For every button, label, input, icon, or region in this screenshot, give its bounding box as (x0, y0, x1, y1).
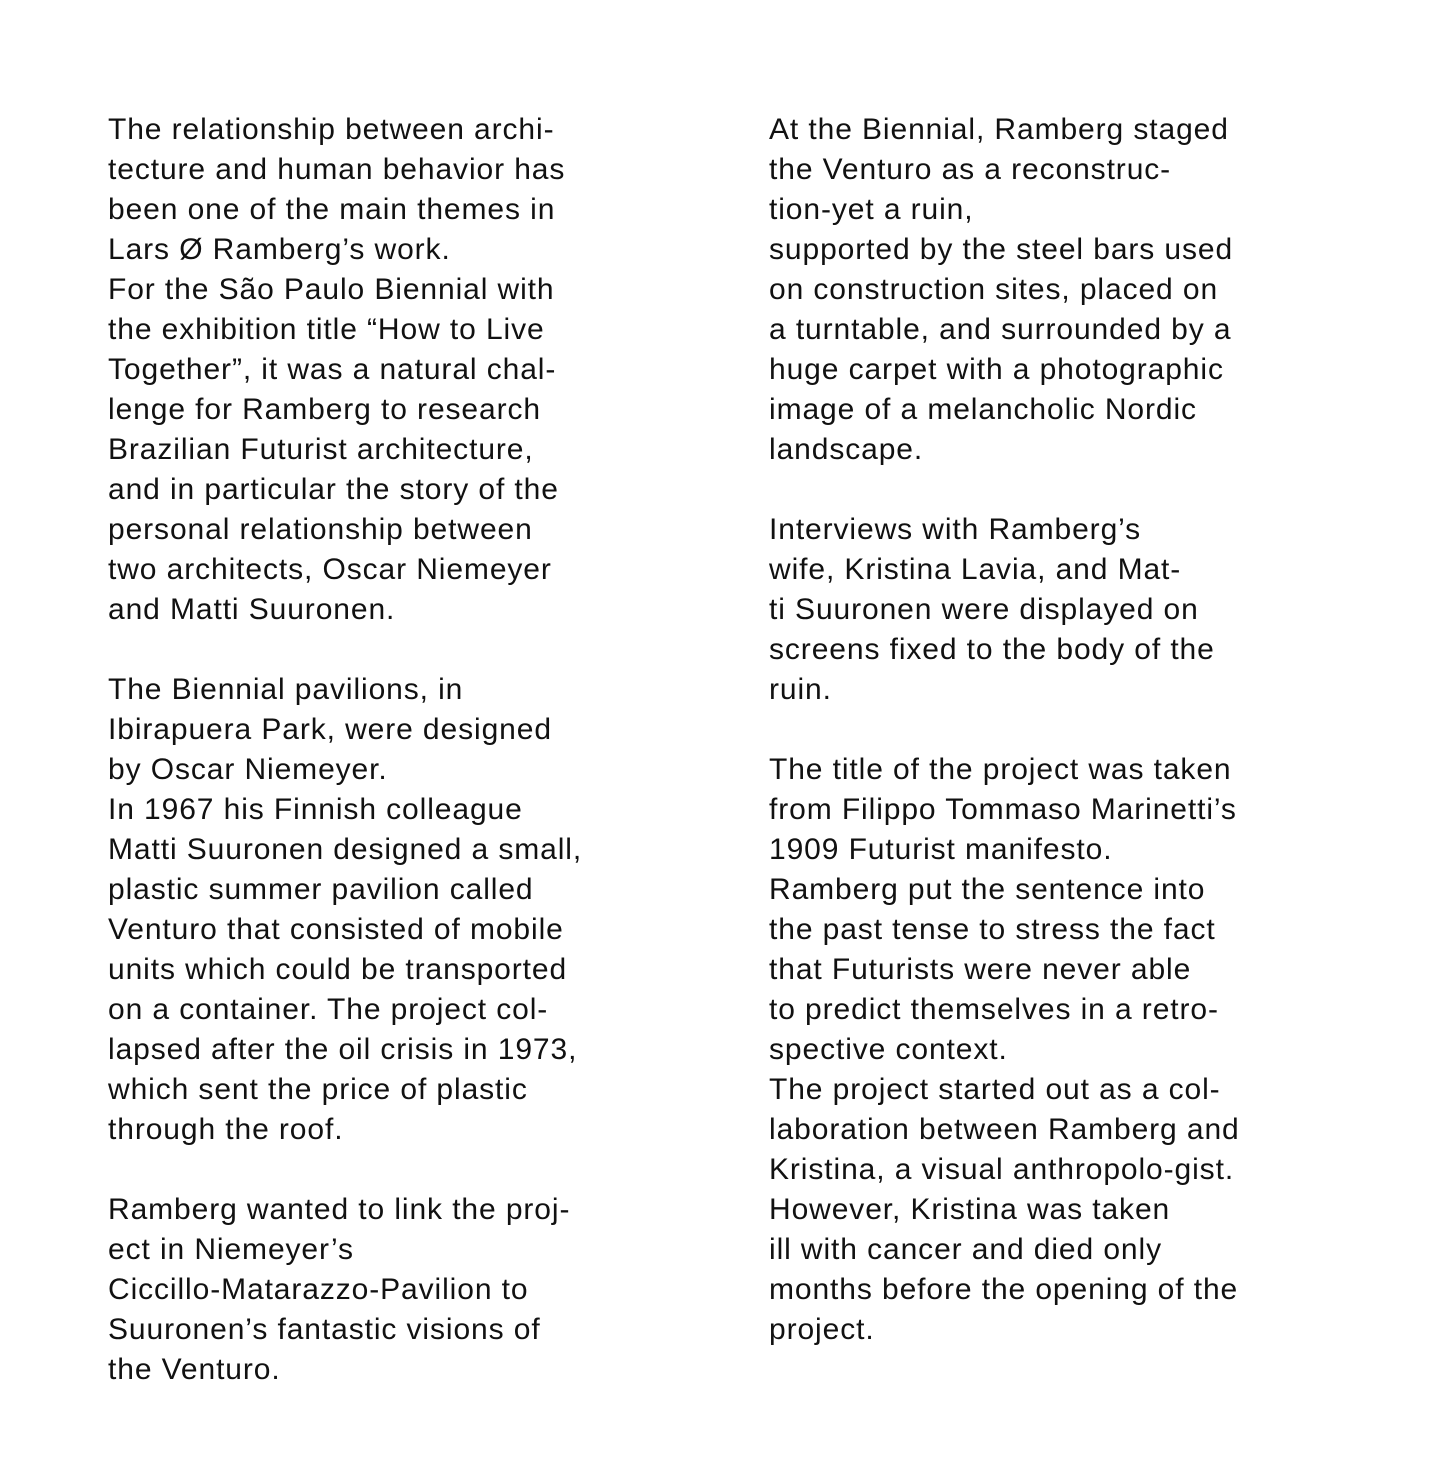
text-line: on a container. The project col- (108, 993, 549, 1026)
text-line: on construction sites, placed on (769, 273, 1219, 306)
text-line: image of a melancholic Nordic (769, 393, 1197, 426)
text-line: which sent the price of plastic (108, 1073, 528, 1106)
text-line: Ibirapuera Park, were designed (108, 713, 552, 746)
paragraph (108, 110, 708, 630)
text-line: tion-yet a ruin, (769, 193, 974, 226)
text-line: The project started out as a col- (769, 1073, 1221, 1106)
text-line: supported by the steel bars used (769, 233, 1234, 266)
text-line: plastic summer pavilion called (108, 873, 534, 906)
text-line: ect in Niemeyer’s (108, 1233, 354, 1266)
text-line: two architects, Oscar Niemeyer (108, 553, 552, 586)
text-line: the Venturo. (108, 1353, 281, 1386)
text-line: and in particular the story of the (108, 473, 559, 506)
text-line: ruin. (769, 673, 832, 706)
text-line: laboration between Ramberg and (769, 1113, 1240, 1146)
text-line: tecture and human behavior has (108, 153, 566, 186)
text-line: ti Suuronen were displayed on (769, 593, 1199, 626)
text-line: Ciccillo-Matarazzo-Pavilion to (108, 1273, 529, 1306)
text-line: At the Biennial, Ramberg staged (769, 113, 1229, 146)
text-line: lenge for Ramberg to research (108, 393, 541, 426)
text-line: The Biennial pavilions, in (108, 673, 464, 706)
text-line: and Matti Suuronen. (108, 593, 396, 626)
paragraph-gap (108, 630, 708, 670)
text-line: a turntable, and surrounded by a (769, 313, 1232, 346)
paragraph (769, 510, 1389, 710)
text-line: landscape. (769, 433, 924, 466)
text-line: lapsed after the oil crisis in 1973, (108, 1033, 578, 1066)
text-line: Brazilian Futurist architecture, (108, 433, 534, 466)
text-line: However, Kristina was taken (769, 1193, 1171, 1226)
text-line: been one of the main themes in (108, 193, 556, 226)
paragraph (108, 1190, 708, 1390)
text-line: units which could be transported (108, 953, 568, 986)
text-line: through the roof. (108, 1113, 344, 1146)
text-line: Together”, it was a natural chal- (108, 353, 557, 386)
paragraph-gap (108, 1150, 708, 1190)
text-line: months before the opening of the (769, 1273, 1239, 1306)
text-line: to predict themselves in a retro- (769, 993, 1219, 1026)
text-line: ill with cancer and died only (769, 1233, 1162, 1266)
text-line: For the São Paulo Biennial with (108, 273, 555, 306)
text-line: Suuronen’s fantastic visions of (108, 1313, 541, 1346)
left-text-column (108, 110, 708, 1390)
text-line: that Futurists were never able (769, 953, 1192, 986)
text-line: from Filippo Tommaso Marinetti’s (769, 793, 1237, 826)
paragraph-gap (769, 710, 1389, 750)
text-line: Ramberg wanted to link the proj- (108, 1193, 571, 1226)
paragraph (769, 110, 1389, 470)
text-line: Lars Ø Ramberg’s work. (108, 233, 451, 266)
paragraph (769, 750, 1389, 1350)
text-line: project. (769, 1313, 875, 1346)
text-line: screens fixed to the body of the (769, 633, 1215, 666)
text-line: Interviews with Ramberg’s (769, 513, 1142, 546)
right-text-column (769, 110, 1389, 1350)
text-line: Venturo that consisted of mobile (108, 913, 564, 946)
text-line: Ramberg put the sentence into (769, 873, 1206, 906)
text-line: the exhibition title “How to Live (108, 313, 545, 346)
text-line: the past tense to stress the fact (769, 913, 1216, 946)
text-line: huge carpet with a photographic (769, 353, 1224, 386)
text-line: spective context. (769, 1033, 1008, 1066)
text-line: personal relationship between (108, 513, 533, 546)
text-line: Matti Suuronen designed a small, (108, 833, 583, 866)
paragraph-gap (769, 470, 1389, 510)
text-line: The title of the project was taken (769, 753, 1232, 786)
text-line: Kristina, a visual anthropolo-gist. (769, 1153, 1235, 1186)
text-line: In 1967 his Finnish colleague (108, 793, 523, 826)
text-line: wife, Kristina Lavia, and Mat- (769, 553, 1182, 586)
text-line: The relationship between archi- (108, 113, 555, 146)
text-line: 1909 Futurist manifesto. (769, 833, 1113, 866)
paragraph (108, 670, 708, 1150)
text-line: the Venturo as a reconstruc- (769, 153, 1172, 186)
text-line: by Oscar Niemeyer. (108, 753, 388, 786)
